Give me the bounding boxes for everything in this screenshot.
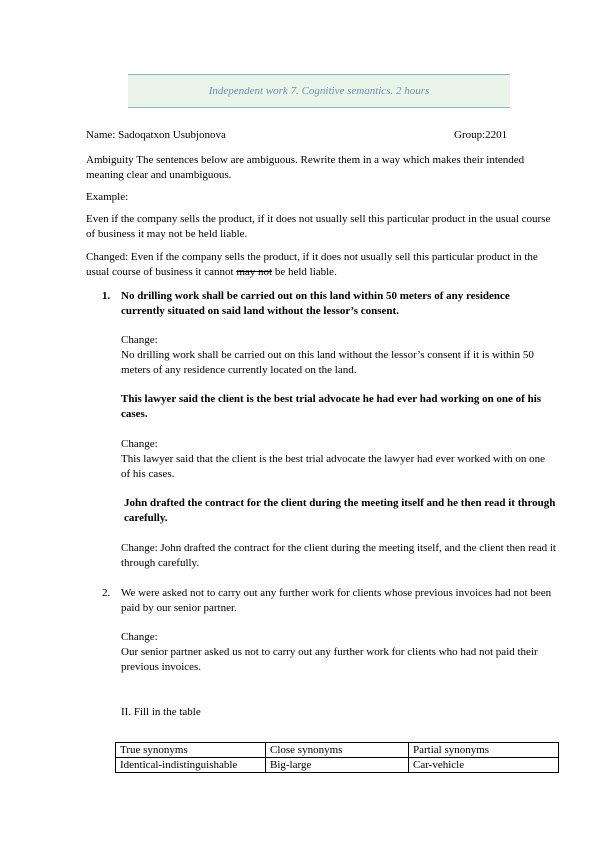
item-2-number: 2. (102, 587, 111, 599)
example-text: Even if the company sells the product, if it does not usually sell this particular product in the usual course of business it may not be held liable. (86, 213, 551, 240)
item-1b-answer: This lawyer said that the client is the best trial advocate the lawyer had ever worked with on one of his cases. (121, 453, 545, 480)
item-1c-question: John drafted the contract for the client during the meeting itself and he then read it through carefully. (124, 497, 556, 524)
item-1b-change-label: Change: (121, 438, 158, 450)
header-title: Independent work 7. Cognitive semantics. 2 hours (208, 85, 430, 97)
changed-struck: may not (236, 266, 273, 278)
item-1-question: No drilling work shall be carried out on this land within 50 meters of any residence currently situated on said land without the lessor’s consent. (121, 290, 510, 317)
item-2-answer: Our senior partner asked us not to carry out any further work for clients who had not paid their previous invoices. (121, 646, 538, 673)
table-cell: Big-large (266, 758, 409, 773)
table-cell: Identical-indistinguishable (116, 758, 266, 773)
section-2-title: II. Fill in the table (121, 706, 201, 718)
table-row (116, 758, 559, 773)
table-header-cell: Partial synonyms (409, 743, 559, 758)
student-info (86, 128, 554, 143)
changed-after: be held liable. (272, 266, 337, 278)
item-2-change-label: Change: (121, 631, 158, 643)
student-name: Name: Sadoqatxon Usubjonova (86, 129, 226, 141)
intro-text: Ambiguity The sentences below are ambiguous. Rewrite them in a way which makes their intended meaning clear and unambiguous. (86, 154, 525, 181)
header-box (128, 74, 510, 108)
changed-text (86, 250, 554, 280)
student-group: Group:2201 (454, 129, 508, 141)
synonyms-table (115, 742, 559, 773)
item-2-question: We were asked not to carry out any further work for clients whose previous invoices had not been paid by our senior partner. (121, 587, 552, 614)
table-header-cell: Close synonyms (266, 743, 409, 758)
table-header-row (116, 743, 559, 758)
table-header-cell: True synonyms (116, 743, 266, 758)
table-cell: Car-vehicle (409, 758, 559, 773)
example-label: Example: (86, 191, 129, 203)
changed-before: Changed: Even if the company sells the product, if it does not usually sell this particular product in the usual course of business it cannot (86, 251, 538, 278)
item-1-number: 1. (102, 290, 111, 302)
item-1-change-label: Change: (121, 334, 158, 346)
item-1c-answer: Change: John drafted the contract for the client during the meeting itself, and the client then read it through carefully. (121, 542, 556, 569)
item-1-answer: No drilling work shall be carried out on this land without the lessor’s consent if it is within 50 meters of any residence currently located on the land. (121, 349, 534, 376)
item-1b-question: This lawyer said the client is the best trial advocate he had ever had working on one of his cases. (121, 393, 542, 420)
